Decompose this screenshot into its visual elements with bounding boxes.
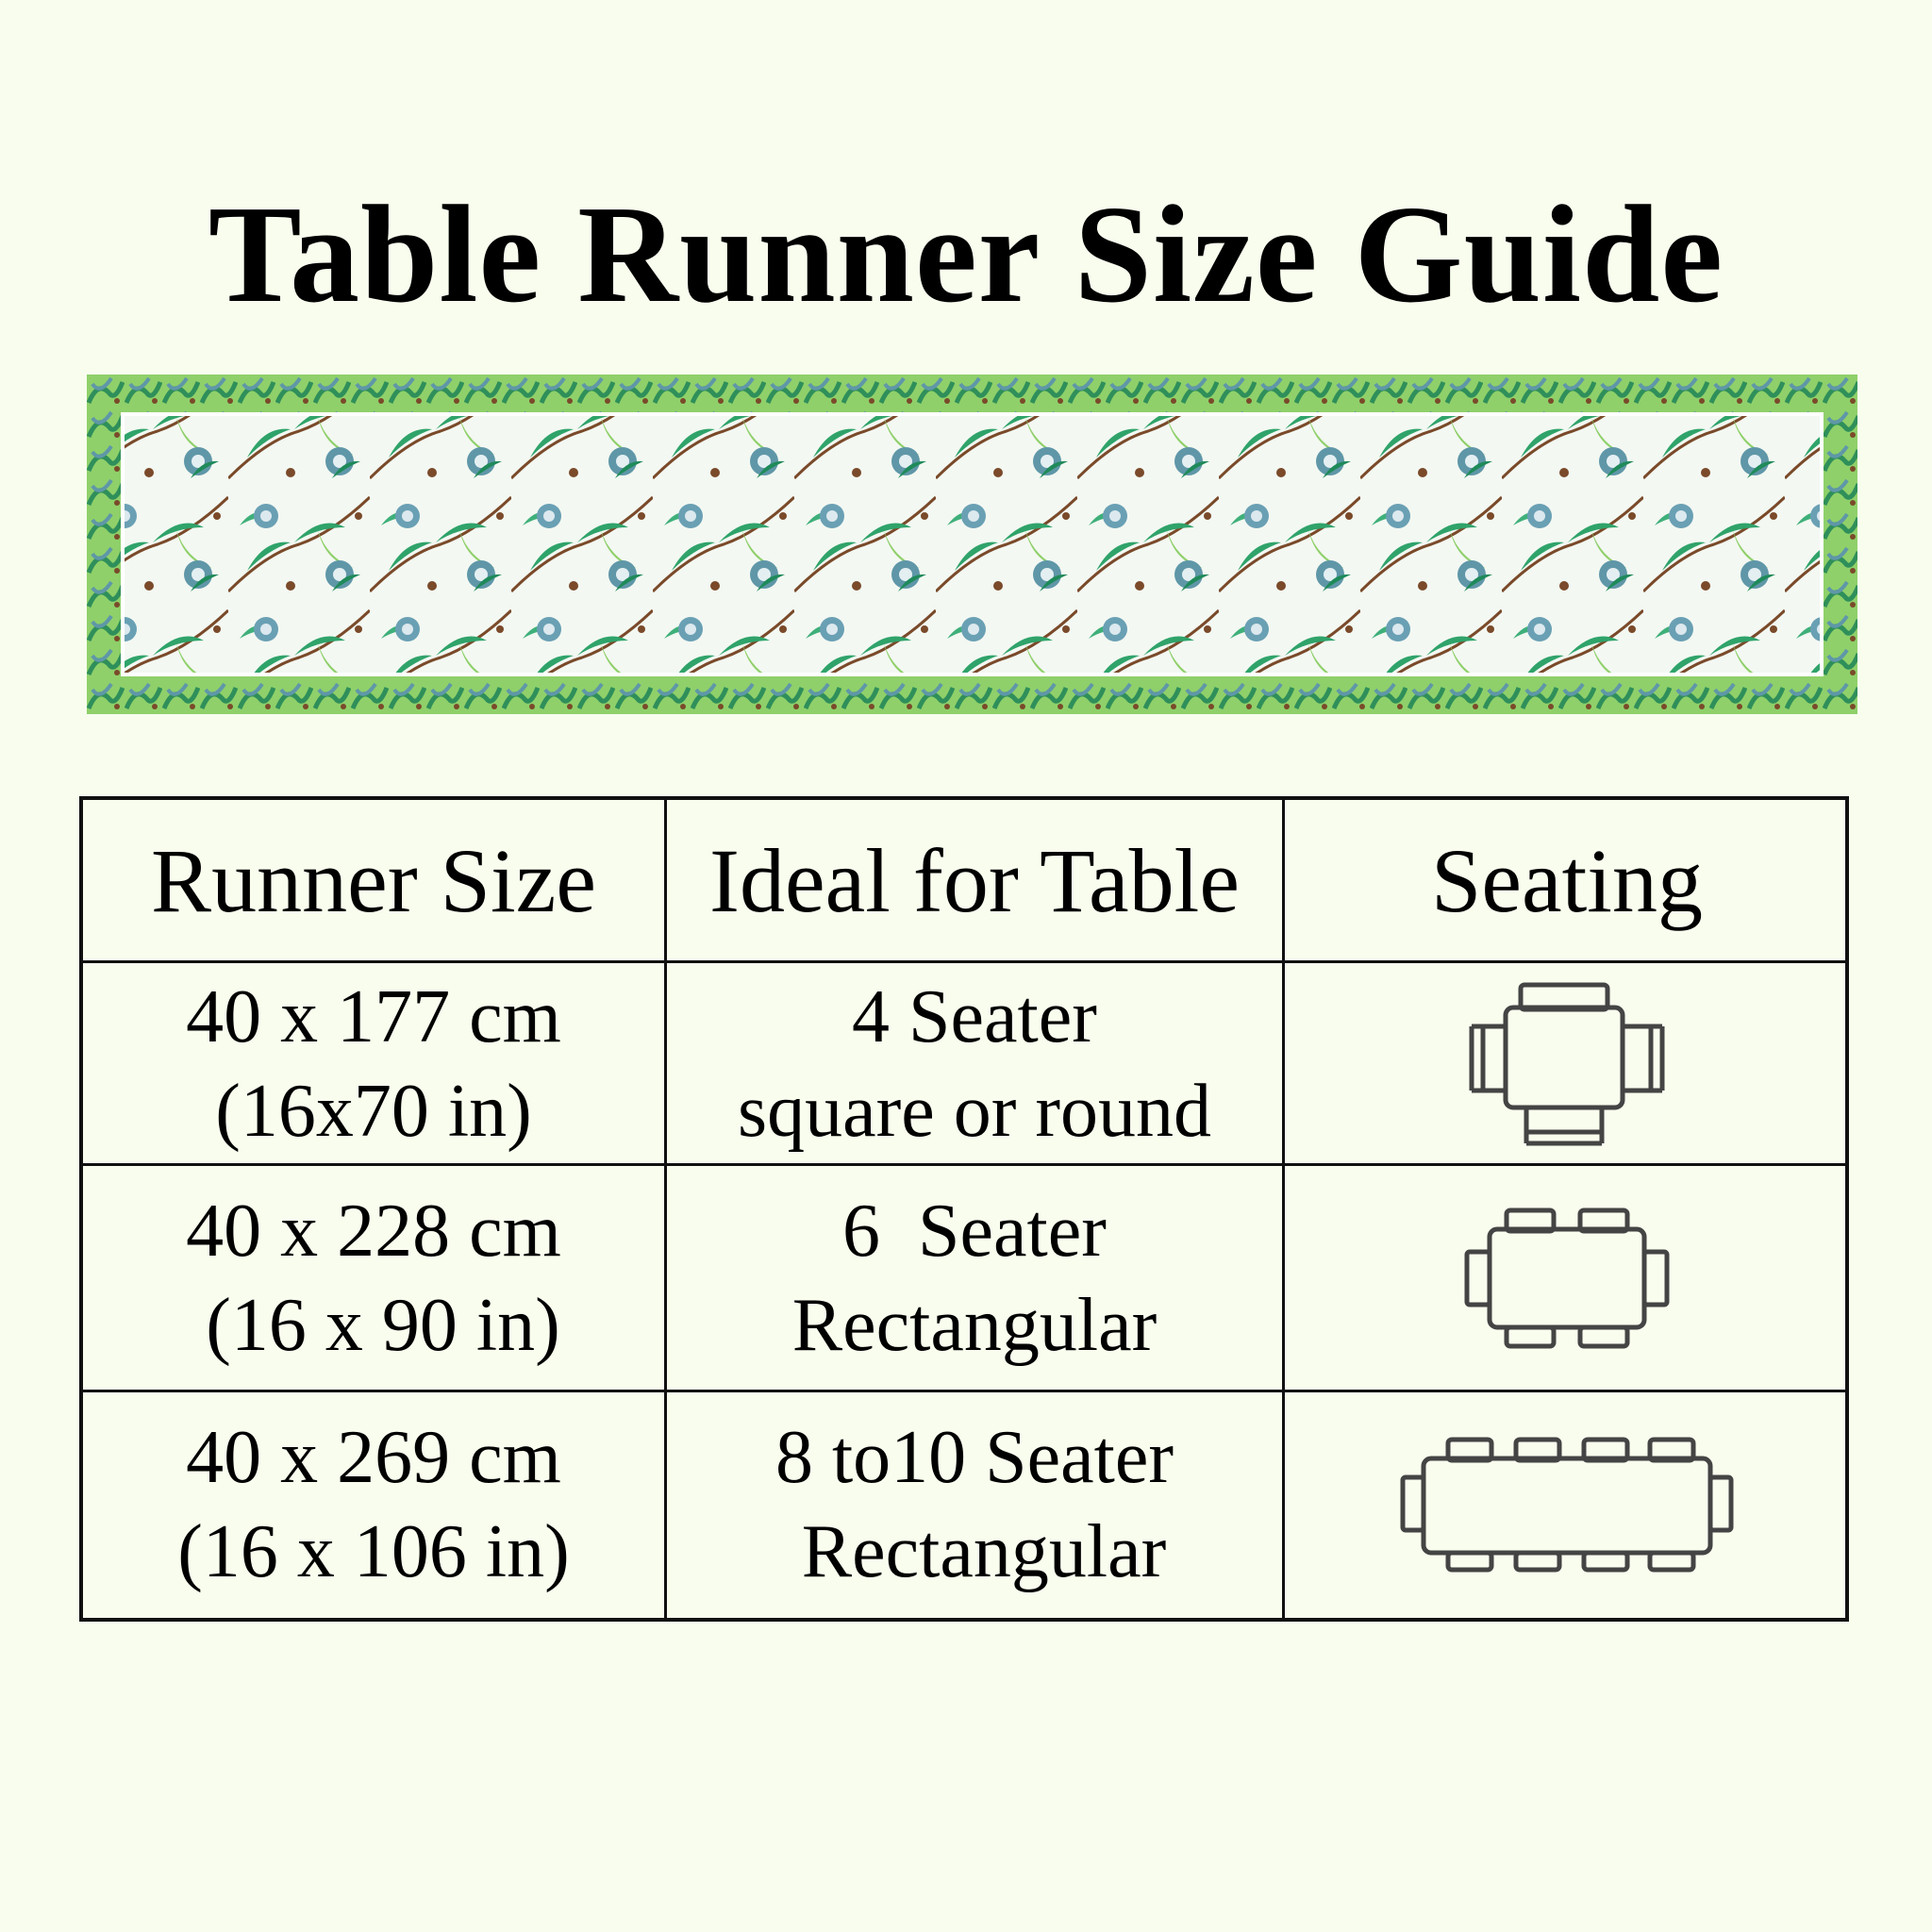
row-divider	[83, 960, 1845, 963]
runner-size-cm: 40 x 269 cm	[186, 1416, 561, 1499]
header-cell-ideal-for-table	[667, 800, 1282, 962]
runner-size-in: (16 x 106 in)	[177, 1510, 570, 1593]
header-cell-runner-size	[83, 800, 664, 962]
table-row	[83, 1165, 1845, 1391]
ten-seater-table-icon	[1399, 1436, 1735, 1574]
ideal-table-seats: 4 Seater	[852, 974, 1097, 1058]
runner-size-cm: 40 x 228 cm	[186, 1190, 561, 1273]
page-title: Table Runner Size Guide	[208, 177, 1724, 332]
ideal-table-shape: Rectangular	[791, 1284, 1158, 1367]
row-divider	[83, 1390, 1845, 1392]
header-runner-size: Runner Size	[151, 830, 596, 931]
ideal-table-cell	[667, 1391, 1282, 1618]
table-row	[83, 1391, 1845, 1618]
ideal-table-cell	[667, 1165, 1282, 1391]
column-divider	[664, 800, 667, 1618]
four-seater-table-icon	[1468, 979, 1666, 1149]
row-divider	[83, 1163, 1845, 1166]
ideal-table-seats: 8 to10 Seater	[774, 1416, 1174, 1499]
runner-size-in: (16 x 90 in)	[187, 1284, 560, 1367]
size-guide-table	[79, 796, 1849, 1622]
header-cell-seating	[1285, 800, 1849, 962]
ideal-table-cell	[667, 962, 1282, 1165]
table-row	[83, 962, 1845, 1165]
ideal-table-shape: Rectangular	[782, 1510, 1167, 1593]
runner-size-cell	[83, 962, 664, 1165]
runner-size-cm: 40 x 177 cm	[186, 974, 561, 1058]
runner-size-cell	[83, 1391, 664, 1618]
seating-cell	[1285, 962, 1849, 1165]
table-runner-image	[87, 375, 1857, 714]
header-seating: Seating	[1431, 830, 1703, 931]
six-seater-table-icon	[1463, 1207, 1671, 1350]
runner-size-cell	[83, 1165, 664, 1391]
seating-cell	[1285, 1391, 1849, 1618]
ideal-table-shape: square or round	[737, 1069, 1212, 1153]
column-divider	[1282, 800, 1285, 1618]
floral-runner-illustration	[87, 375, 1857, 714]
table-header-row	[83, 800, 1845, 962]
seating-cell	[1285, 1165, 1849, 1391]
ideal-table-seats: 6 Seater	[842, 1190, 1107, 1273]
runner-size-in: (16x70 in)	[215, 1069, 532, 1153]
header-ideal-for-table: Ideal for Table	[709, 830, 1240, 931]
